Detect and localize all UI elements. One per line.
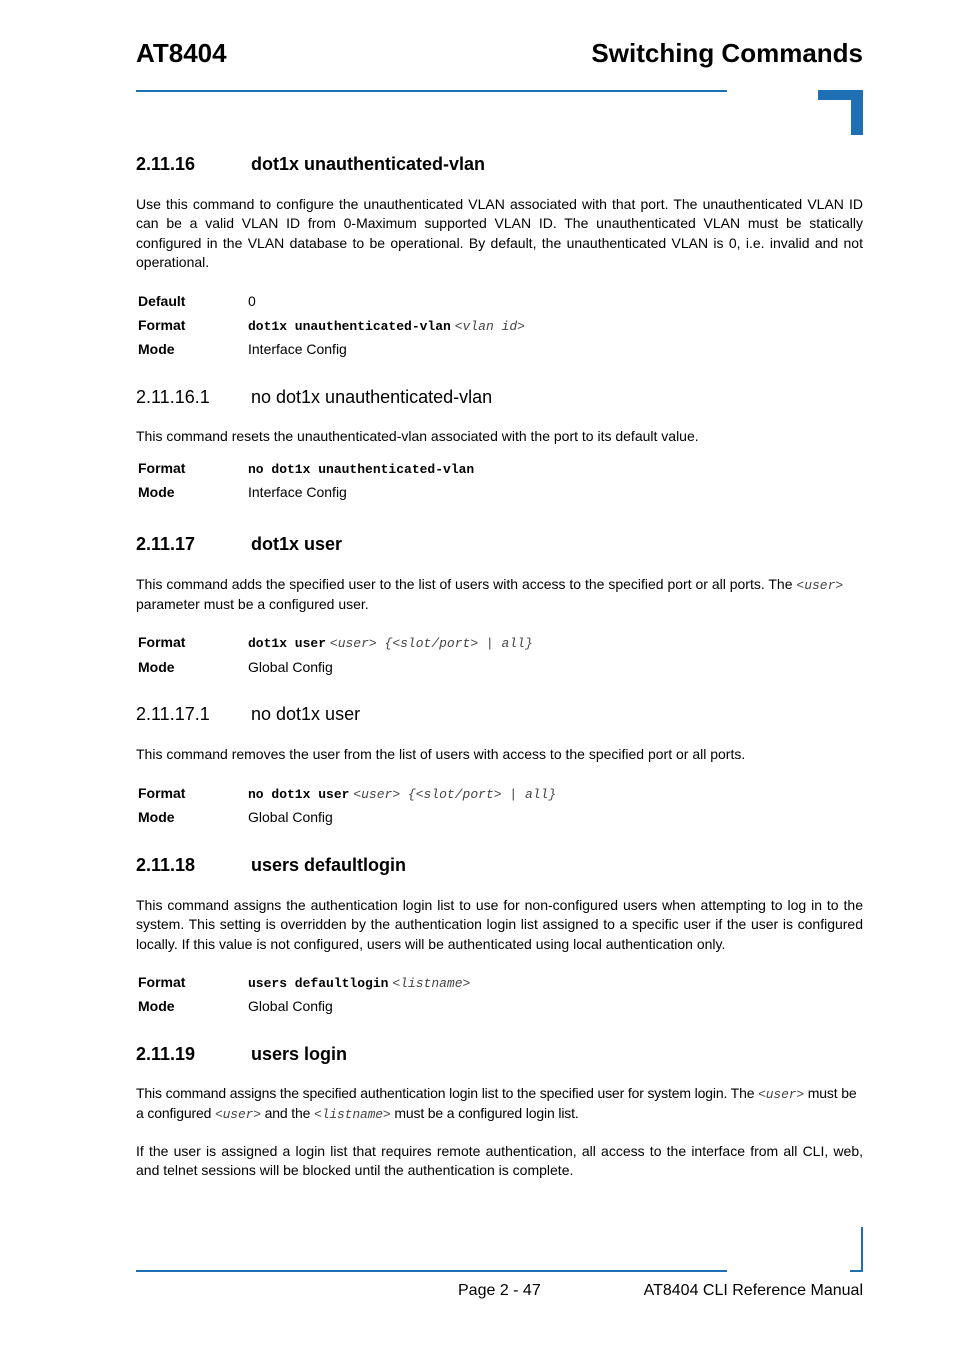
description-text: and the <box>260 1105 315 1122</box>
format-row <box>138 632 533 654</box>
format-row <box>138 458 474 480</box>
format-row <box>138 783 556 805</box>
section-heading-2-11-19 <box>136 1042 347 1066</box>
format-command: dot1x unauthenticated-vlan <box>248 319 451 334</box>
format-arguments: <listname> <box>392 976 471 991</box>
section-title: dot1x user <box>251 534 343 554</box>
section-heading-2-11-18 <box>136 853 406 877</box>
section-title: no dot1x user <box>251 704 361 724</box>
mode-row <box>138 996 333 1016</box>
header-rule <box>136 90 727 92</box>
format-row <box>138 315 525 337</box>
mode-row <box>138 339 347 359</box>
section-description: This command removes the user from the list of users with access to the specified port or all ports. <box>136 746 746 762</box>
section-title: no dot1x unauthenticated-vlan <box>251 387 493 407</box>
default-value: 0 <box>248 293 256 309</box>
section-number: 2.11.16 <box>136 154 196 174</box>
footer-manual-title: AT8404 CLI Reference Manual <box>643 1282 863 1299</box>
default-row <box>138 291 256 311</box>
description-argument: <listname> <box>314 1107 391 1123</box>
mode-label: Mode <box>138 809 175 825</box>
section-number: 2.11.18 <box>136 855 196 875</box>
mode-label: Mode <box>138 998 175 1014</box>
mode-row <box>138 657 333 677</box>
description-text: This command assigns the specified authentication login list to the specified user for system login. The <box>136 1085 759 1101</box>
description-text: must be a configured <box>136 1085 857 1122</box>
format-arguments: <user> {<slot/port> | all} <box>353 787 557 802</box>
section-description-2: If the user is assigned a login list that requires remote authentication, all access to the interface from all CLI, web, and telnet sessions will be blocked until the authentication is complete. <box>136 1143 863 1179</box>
description-argument: <user> <box>758 1087 805 1102</box>
mode-label: Mode <box>138 341 175 357</box>
section-description <box>136 1084 863 1125</box>
mode-row <box>138 482 347 502</box>
mode-label: Mode <box>138 484 175 500</box>
section-number: 2.11.16.1 <box>136 387 210 407</box>
format-label: Format <box>138 785 186 801</box>
format-arguments: <user> {<slot/port> | all} <box>329 636 533 651</box>
footer-rule <box>136 1270 727 1272</box>
format-label: Format <box>138 317 186 333</box>
mode-value: Global Config <box>248 998 333 1014</box>
section-heading-2-11-16-1 <box>136 385 492 409</box>
mode-label: Mode <box>138 659 175 675</box>
section-description <box>136 575 863 615</box>
format-command: no dot1x user <box>248 787 350 802</box>
section-number: 2.11.17.1 <box>136 704 210 724</box>
section-heading-2-11-16 <box>136 152 485 176</box>
format-label: Format <box>138 460 186 476</box>
header-corner-mark <box>818 90 863 135</box>
section-heading-2-11-17-1 <box>136 702 360 726</box>
format-command: no dot1x unauthenticated-vlan <box>248 462 475 477</box>
format-row <box>138 972 470 994</box>
footer-corner-mark <box>850 1227 863 1272</box>
section-title: users login <box>251 1044 348 1064</box>
section-heading-2-11-17 <box>136 532 342 556</box>
mode-value: Global Config <box>248 809 333 825</box>
header-chapter-title: Switching Commands <box>591 38 863 68</box>
section-description: This command resets the unauthenticated-vlan associated with the port to its default value. <box>136 428 699 444</box>
description-argument: <user> <box>796 578 844 593</box>
description-text: parameter must be a configured user. <box>136 596 369 613</box>
section-description: Use this command to configure the unauthenticated VLAN associated with that port. The unauthenticated VLAN ID can be a valid VLAN ID from 0-Maximum supported VLAN ID. The unauthenticated VLAN must be statically configured in the VLAN database to be operational. By default, the unauthenticated VLAN is 0, i.e. invalid and not operational. <box>136 196 863 270</box>
description-text: must be a configured login list. <box>390 1105 579 1122</box>
section-title: dot1x unauthenticated-vlan <box>251 154 486 174</box>
section-description: This command assigns the authentication login list to use for non-configured users when attempting to log in to the system. This setting is overridden by the authentication login list assigned to a specific user if the user is configured locally. If this value is not configured, users will be authenticated using local authentication only. <box>136 897 863 952</box>
mode-value: Global Config <box>248 659 333 675</box>
mode-row <box>138 807 333 827</box>
section-title: users defaultlogin <box>251 855 407 875</box>
format-command: dot1x user <box>248 636 327 651</box>
section-number: 2.11.19 <box>136 1044 196 1064</box>
section-number: 2.11.17 <box>136 534 196 554</box>
default-label: Default <box>138 293 186 309</box>
format-command: users defaultlogin <box>248 976 389 991</box>
mode-value: Interface Config <box>248 484 347 500</box>
format-label: Format <box>138 634 186 650</box>
description-text: This command adds the specified user to the list of users with access to the specified port or all ports. The <box>136 576 797 592</box>
mode-value: Interface Config <box>248 341 347 357</box>
format-arguments: <vlan id> <box>454 319 525 334</box>
description-argument: <user> <box>215 1107 261 1123</box>
footer-page-number: Page 2 - 47 <box>458 1282 541 1299</box>
header-product-title: AT8404 <box>136 38 227 68</box>
format-label: Format <box>138 974 186 990</box>
